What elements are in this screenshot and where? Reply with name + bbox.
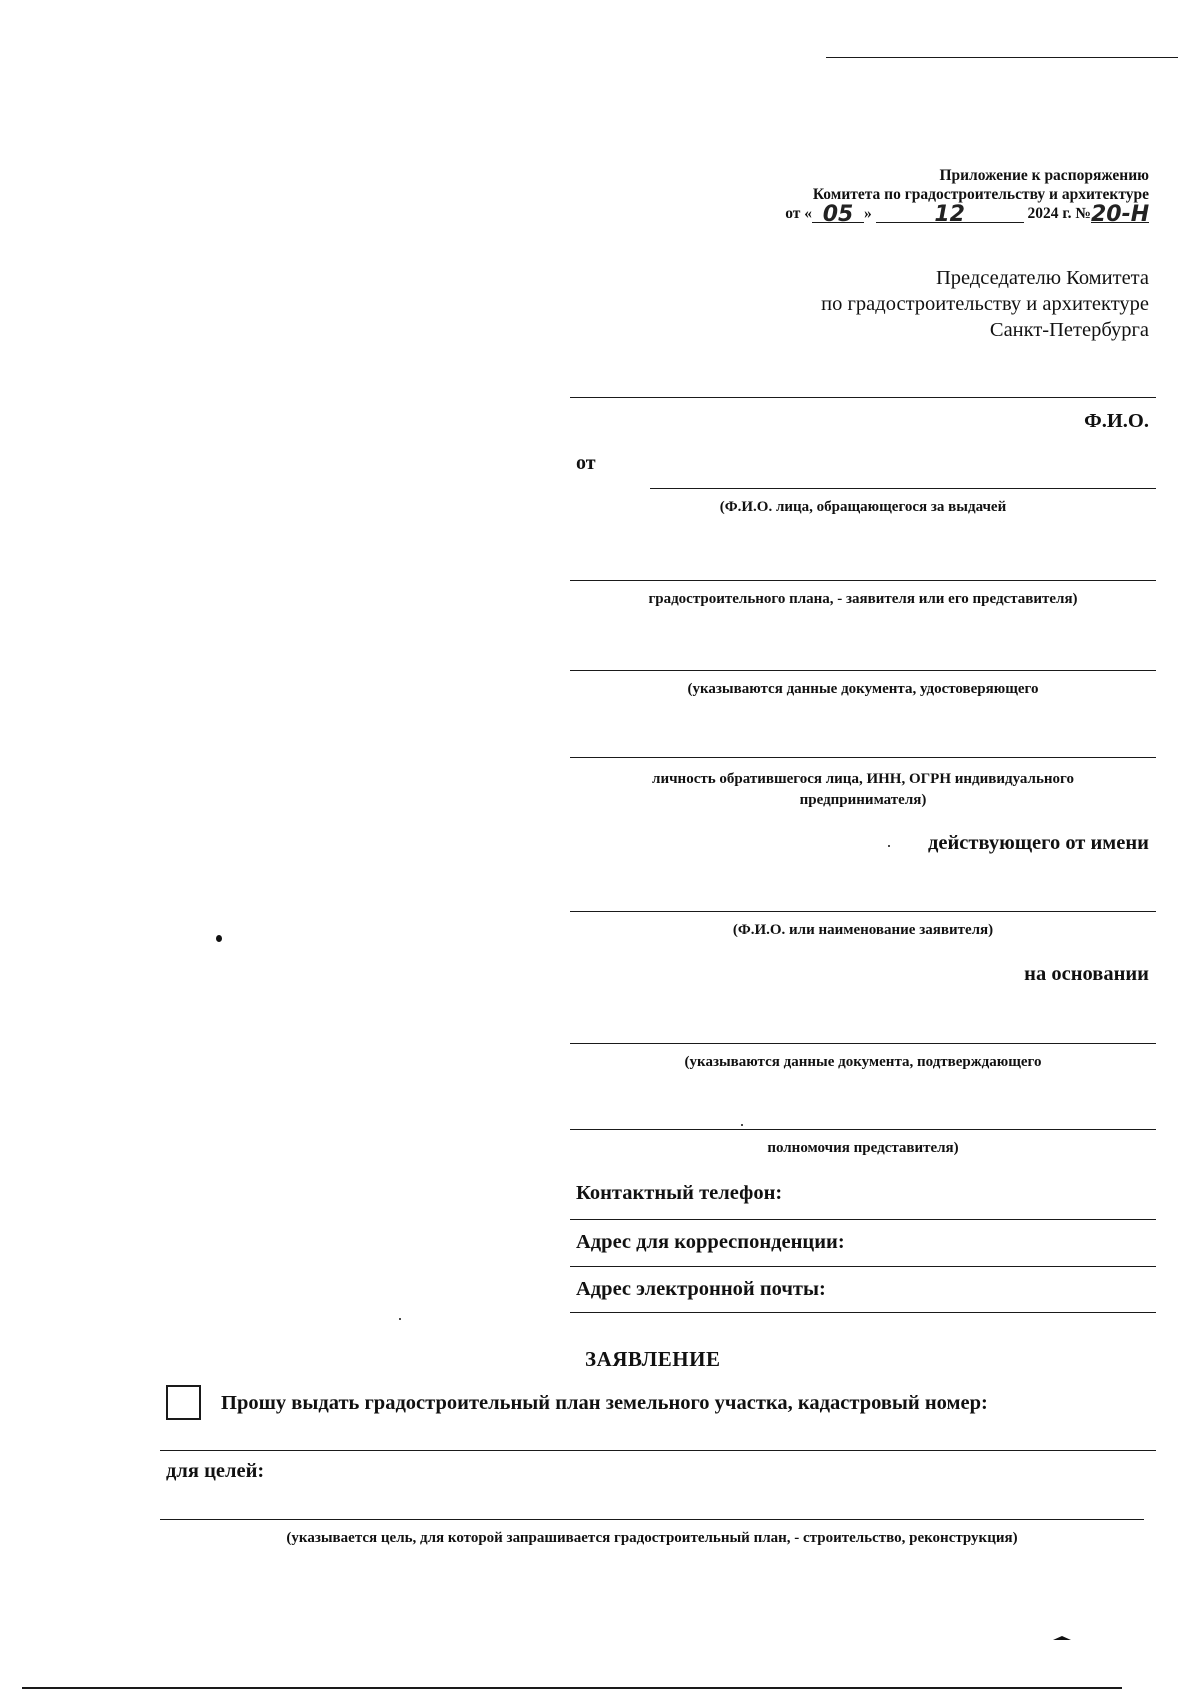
date-prefix: от « — [785, 205, 812, 222]
addressee-line-1: Председателю Комитета — [935, 267, 1149, 289]
id-doc-line-2 — [570, 757, 1156, 758]
contact-address-label: Адрес для корреспонденции: — [576, 1231, 845, 1253]
scan-mark — [1053, 1636, 1071, 1640]
number-value: 20-Н — [1091, 202, 1150, 227]
on-basis: на основании — [1024, 963, 1149, 985]
month-field — [876, 202, 1024, 227]
date-mid: » — [864, 205, 872, 222]
hint-applicant-2: градостроительного плана, - заявителя или его представителя) — [648, 591, 1078, 607]
hint-authority-2: полномочия представителя) — [767, 1140, 959, 1156]
id-doc-line-1 — [570, 670, 1156, 671]
addressee-line-2: по градостроительству и архитектуре — [821, 293, 1149, 315]
hint-authority-1: (указываются данные документа, подтверждающего — [684, 1054, 1042, 1070]
applicant-line-2 — [570, 580, 1156, 581]
year-text: 2024 г. № — [1027, 205, 1091, 222]
authority-line-1 — [570, 1043, 1156, 1044]
scan-speck — [216, 935, 222, 942]
hint-id-doc-2a: личность обратившегося лица, ИНН, ОГРН индивидуального — [652, 771, 1074, 787]
chairman-fio-line — [570, 397, 1156, 398]
day-value: 05 — [822, 202, 854, 227]
appendix-line-1: Приложение к распоряжению — [939, 167, 1149, 184]
contact-phone-label: Контактный телефон: — [576, 1182, 783, 1204]
scan-speck — [399, 1318, 401, 1320]
contact-email-line — [570, 1312, 1156, 1313]
cadastral-line — [160, 1450, 1156, 1451]
purpose-hint: (указывается цель, для которой запрашивается градостроительный план, - строительство, реконструкция) — [286, 1530, 1018, 1546]
purpose-label: для целей: — [166, 1460, 265, 1482]
day-field — [812, 202, 864, 227]
hint-applicant-name: (Ф.И.О. или наименование заявителя) — [732, 922, 994, 938]
number-field — [1091, 202, 1150, 227]
purpose-line — [160, 1519, 1144, 1520]
hint-id-doc-2 — [570, 769, 1156, 811]
speck — [888, 845, 890, 847]
request-text: Прошу выдать градостроительный план земельного участка, кадастровый номер: — [221, 1392, 988, 1414]
hint-applicant-1: (Ф.И.О. лица, обращающегося за выдачей — [719, 499, 1007, 515]
scan-speck — [741, 1124, 743, 1126]
top-rule — [826, 57, 1178, 58]
addressee-line-3: Санкт-Петербурга — [989, 319, 1149, 341]
applicant-name-line — [570, 911, 1156, 912]
applicant-line-1 — [650, 488, 1156, 489]
contact-address-line — [570, 1266, 1156, 1267]
acting-on-behalf: действующего от имени — [928, 832, 1149, 854]
request-checkbox[interactable] — [166, 1385, 201, 1420]
addressee — [821, 265, 1149, 343]
contact-phone-line — [570, 1219, 1156, 1220]
hint-id-doc-2b: предпринимателя) — [799, 792, 927, 808]
hint-id-doc-1: (указываются данные документа, удостоверяющего — [687, 681, 1039, 697]
appendix-header — [785, 166, 1150, 227]
appendix-date-line — [785, 202, 1150, 227]
statement-title: ЗАЯВЛЕНИЕ — [585, 1347, 721, 1371]
appendix-line-2: Комитета по градостроительству и архитектуре — [812, 186, 1149, 203]
authority-line-2 — [570, 1129, 1156, 1130]
contact-email-label: Адрес электронной почты: — [576, 1278, 826, 1300]
month-value: 12 — [934, 202, 965, 227]
from-label: от — [576, 452, 596, 474]
fio-label: Ф.И.О. — [1084, 410, 1149, 432]
bottom-rule — [22, 1687, 1122, 1689]
